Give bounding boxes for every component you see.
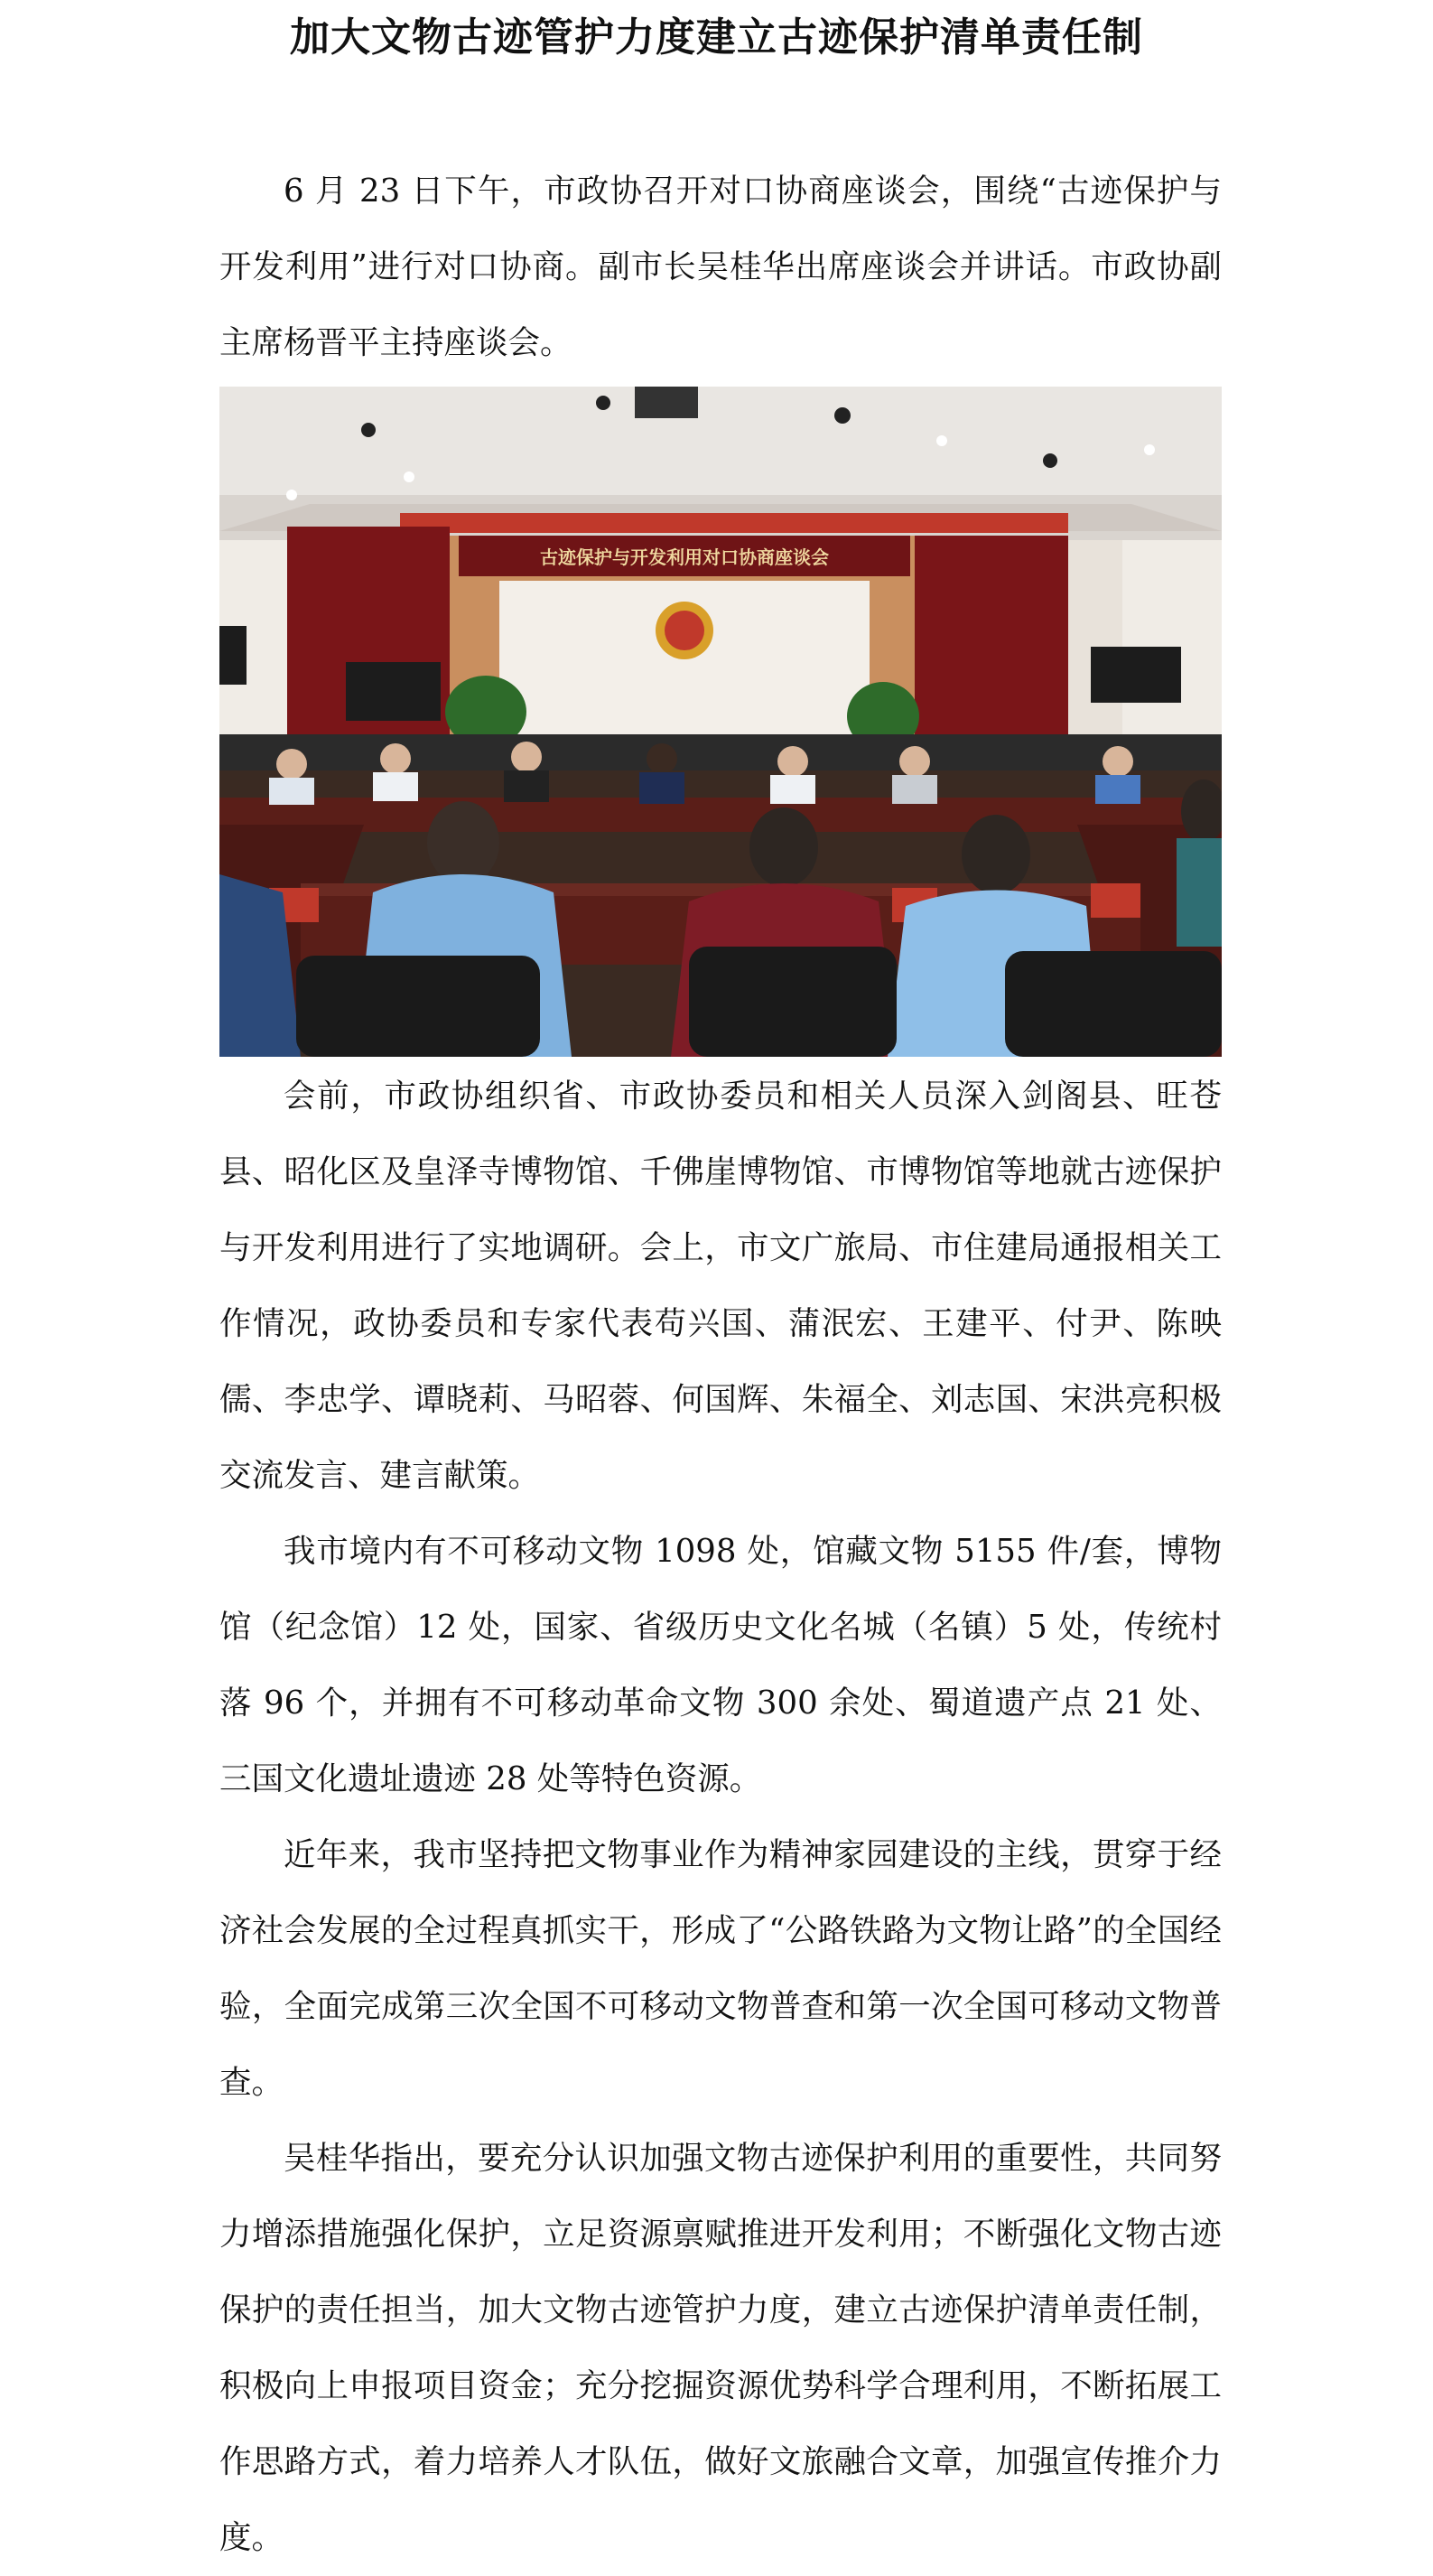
meeting-photo xyxy=(219,387,1222,1057)
article-title: 加大文物古迹管护力度建立古迹保护清单责任制 xyxy=(290,14,1143,61)
paragraph-3: 我市境内有不可移动文物 1098 处，馆藏文物 5155 件/套，博物馆（纪念馆）12 处，国家、省级历史文化名城（名镇）5 处，传统村落 96 个，并拥有不可移动革命文物 300 余处、蜀道遗产点 21 处、三国文化遗址遗迹 28 处等特色资源。 xyxy=(219,1533,1222,1797)
paragraph-5: 吴桂华指出，要充分认识加强文物古迹保护利用的重要性，共同努力增添措施强化保护，立足资源禀赋推进开发利用；不断强化文物古迹保护的责任担当，加大文物古迹管护力度，建立古迹保护清单责任制，积极向上申报项目资金；充分挖掘资源优势科学合理利用，不断拓展工作思路方式，着力培养人才队伍，做好文旅融合文章，加强宣传推介力度。 xyxy=(219,2140,1222,2556)
paragraph-4: 近年来，我市坚持把文物事业作为精神家园建设的主线，贯穿于经济社会发展的全过程真抓实干，形成了“公路铁路为文物让路”的全国经验，全面完成第三次全国不可移动文物普查和第一次全国可移动文物普查。 xyxy=(219,1836,1222,2101)
meeting-photo-illustration xyxy=(219,387,1222,1057)
banner-text: 古迹保护与开发利用对口协商座谈会 xyxy=(540,546,829,568)
paragraph-1: 6 月 23 日下午，市政协召开对口协商座谈会，围绕“古迹保护与开发利用”进行对口协商。副市长吴桂华出席座谈会并讲话。市政协副主席杨晋平主持座谈会。 xyxy=(219,173,1222,361)
paragraph-2: 会前，市政协组织省、市政协委员和相关人员深入剑阁县、旺苍县、昭化区及皇泽寺博物馆、千佛崖博物馆、市博物馆等地就古迹保护与开发利用进行了实地调研。会上，市文广旅局、市住建局通报相关工作情况，政协委员和专家代表苟兴国、蒲泯宏、王建平、付尹、陈映儒、李忠学、谭晓莉、马昭蓉、何国辉、朱福全、刘志国、宋洪亮积极交流发言、建言献策。 xyxy=(219,1078,1222,1494)
article-body xyxy=(219,154,1222,2576)
